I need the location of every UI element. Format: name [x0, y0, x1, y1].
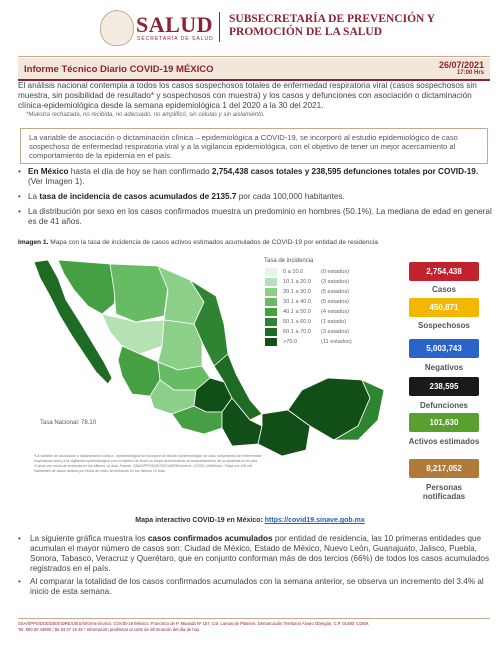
subsecretaria-line2: PROMOCIÓN DE LA SALUD: [229, 26, 383, 38]
legend-row: 40.1 a 50.0 (4 estados): [264, 307, 400, 317]
legend-swatch: [264, 307, 278, 317]
intro-footnote: *Muestra rechazada, no recibida, no adecuado, no amplificó, sin células y sin aislamiento.: [26, 112, 265, 118]
summary-bullets: [18, 167, 492, 232]
header-rule: [18, 56, 490, 57]
salud-logo-text: SALUD: [136, 12, 214, 37]
legend-swatch: [264, 327, 278, 337]
stat-activos-value: 101,630: [409, 413, 479, 432]
map-fineprint: *La variable de asociación o dictaminación clínica - epidemiológica se incorporó al estudio epidemiológico de caso sospechoso de enfermedad respiratoria viral y a la vigilancia epidemiológica con el objetivo de tener un mejor acercamiento al comportamiento de la epidemia en el país. *Casos con inicio de síntomas en los últimos 14 días. Fuente: SSA/SPPS/DGE/DIE/InDRE/Informe. COVID-19/México. *Tasa por 100 mil habitantes de casos activos por fecha de inicio de síntomas en los últimos 14 días.: [34, 454, 262, 473]
bullet-top-states: • La siguiente gráfica muestra los casos confirmados acumulados por entidad de residencia, las 10 primeras entidades que acumulan el mayor número de casos son: Ciudad de México, Estado de México, Nuevo León, Guanajuato, Jalisco, Puebla, Sonora, Tabasco, Veracruz y Querétaro, que en conjunto conforman más de dos tercios (66%) de todos los casos acumulados registrados en el país.: [18, 534, 492, 574]
interactive-map-link[interactable]: https://covid19.sinave.gob.mx: [264, 517, 365, 524]
subsecretaria-line1: SUBSECRETARÍA DE PREVENCIÓN Y: [229, 13, 436, 25]
bullet-cases: • En México hasta el día de hoy se han confirmado 2,754,438 casos totales y 238,595 defunciones totales por COVID-19. (Ver Imagen 1).: [18, 167, 492, 187]
stat-casos-label: Casos: [431, 285, 456, 294]
subsecretaria-title: [229, 13, 489, 39]
report-title-bar: [18, 58, 490, 81]
map-region-chihuahua: [110, 264, 168, 322]
stat-defunciones-value: 238,595: [409, 377, 479, 396]
legend-swatch: [264, 317, 278, 327]
bullet-sex-age: • La distribución por sexo en los casos confirmados muestra un predominio en hombres (50.1%). La mediana de edad en general es de 41 años.: [18, 207, 492, 227]
tasa-nacional: Tasa Nacional: 78.10: [40, 420, 97, 426]
stat-casos-value: 2,754,438: [409, 262, 479, 281]
legend-row: 30.1 a 40.0 (5 estados): [264, 297, 400, 307]
stat-defunciones-label: Defunciones: [419, 401, 468, 410]
image-caption: Imagen 1. Mapa con la tasa de incidencia de casos activos estimados acumulados de COVID-19 por entidad de residencia: [18, 239, 378, 246]
report-date: 26/07/2021: [438, 60, 484, 70]
footer-line1: SSA/SPPS/DGE/DIE/InDRE/UIES/Informe técnico. COVID-19 /México. Francisco de P. Miranda Nº 157, Col. Lomas de Plateros, Demarcación Territorial Álvaro Obregón, C.P. 01480, CDMX: [18, 621, 369, 626]
legend-swatch: [264, 277, 278, 287]
legend-row: 60.1 a 70.0 (3 estados): [264, 327, 400, 337]
map-region-west: [118, 346, 160, 396]
report-title: Informe Técnico Diario COVID-19 MÉXICO: [24, 64, 214, 75]
legend-row: 0 a 10.0 (0 estados): [264, 267, 400, 277]
bullet-incidence: • La tasa de incidencia de casos acumulados de 2135.7 por cada 100,000 habitantes.: [18, 192, 492, 202]
interactive-map-text: Mapa interactivo COVID-19 en México:: [135, 517, 265, 524]
header-divider: [219, 12, 220, 42]
intro-paragraph: El análisis nacional contempla a todos los casos sospechosos totales de enfermedad respiratoria viral (casos sospechosos sin muestra, sin posibilidad de resultado* y sospechosos con muestra) y los casos y defunciones con asociación o dictaminación clínica-epidemiológica desde la semana epidemiológica 1 del 2020 a la 30 del 2021.: [18, 81, 477, 110]
analysis-bullets: [18, 534, 492, 600]
stat-notificadas-value: 8,217,052: [409, 459, 479, 478]
stat-negativos-label: Negativos: [424, 363, 464, 372]
bullet-weekly-increase: • Al comparar la totalidad de los casos confirmados acumulados con la semana anterior, se observa un incremento del 3.4% al inicio de esta semana.: [18, 577, 492, 597]
legend-row: 50.1 a 60.0 (1 estado): [264, 317, 400, 327]
interactive-map-line: [0, 517, 500, 524]
stat-sospechosos-value: 450,871: [409, 298, 479, 317]
stat-negativos-value: 5,003,743: [409, 339, 479, 358]
map-legend: [264, 258, 400, 347]
salud-logo-subtext: SECRETARÍA DE SALUD: [137, 36, 214, 42]
variable-note-box: [20, 128, 488, 164]
legend-row: 10.1 a 20.0 (3 estados): [264, 277, 400, 287]
footer-line2: Tel. 800 00 44800 / 55 53 37 16 45 * Información preliminar al corte de información del día de hoy.: [18, 627, 200, 632]
map-region-center-north: [158, 320, 202, 370]
legend-swatch: [264, 287, 278, 297]
footer-rule: [18, 618, 490, 619]
legend-title: Tasa de incidencia: [264, 258, 314, 264]
report-time: 17:00 Hrs: [456, 70, 484, 76]
stat-activos-label: Activos estimados: [408, 437, 480, 446]
variable-note-text: La variable de asociación o dictaminación clínica – epidemiológica a COVID-19, se incorporó al estudio epidemiológico de caso sospechoso de enfermedad respiratoria viral y a la vigilancia epidemiológica, con el objetivo de tener un mejor acercamiento al comportamiento de la epidemia en el país.: [29, 133, 458, 160]
salud-logo-emblem: [100, 10, 134, 46]
legend-swatch: [264, 267, 278, 277]
footer: [18, 621, 490, 633]
stat-notificadas-label: Personas notificadas: [422, 483, 466, 501]
legend-swatch: [264, 297, 278, 307]
stat-sospechosos-label: Sospechosos: [417, 321, 470, 330]
legend-row: >70.0 (11 estados): [264, 337, 400, 347]
legend-swatch: [264, 337, 278, 347]
legend-row: 20.1 a 30.0 (5 estados): [264, 287, 400, 297]
